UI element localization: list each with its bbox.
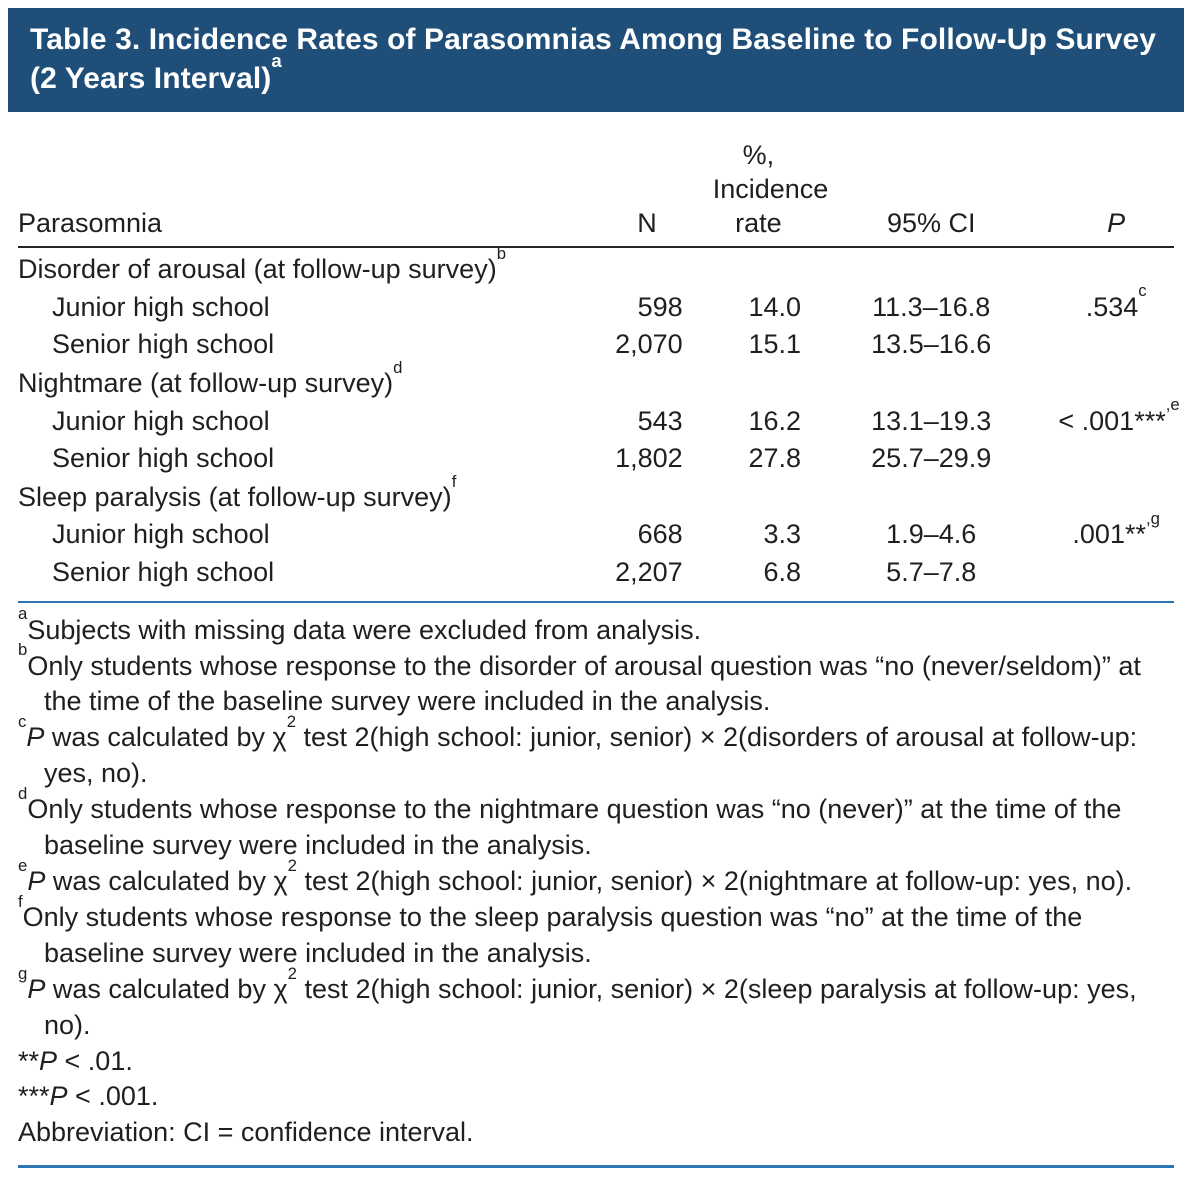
table-data-row	[18, 326, 1174, 364]
footnote-marker: c	[1138, 281, 1147, 301]
table-data-row	[18, 554, 1174, 602]
ci-value: 13.1–19.3	[871, 405, 992, 436]
row-label: Junior high school	[52, 519, 270, 550]
footnote-marker: d	[18, 784, 28, 803]
footnote: **P < .01.	[18, 1045, 133, 1076]
table-title-bar	[8, 8, 1184, 112]
p-value: .001**$^{,g}$	[1072, 509, 1160, 550]
ci-value: 5.7–7.8	[886, 557, 977, 588]
p-value: < .001***$^{,e}$	[1058, 395, 1180, 436]
group-label: Nightmare (at follow-up survey)$^d$	[18, 357, 403, 398]
italic-text: P	[27, 973, 46, 1004]
p-value	[1058, 554, 1174, 602]
ci-value: 1.9–4.6	[886, 519, 977, 550]
footnote: $^d$Only students whose response to the nightmare question was “no (never)” at the time of the baseline survey were included in the analysis.	[18, 784, 1122, 861]
col-header-incidence-rate-line1: %,	[742, 140, 775, 170]
ci-value: 25.7–29.9	[871, 443, 992, 474]
footnote-marker: g	[18, 963, 28, 983]
incidence-rate-value: 14.0	[748, 291, 802, 322]
footnote-marker: b	[18, 640, 28, 660]
n-value: 598	[637, 291, 683, 322]
table-title-text: Table 3. Incidence Rates of Parasomnias Among Baseline to Follow-Up Survey (2 Years Interval)	[30, 23, 1157, 95]
n-value: 668	[637, 519, 683, 550]
footnote-marker: ,e	[1165, 395, 1180, 415]
n-value: 1,802	[615, 443, 683, 474]
table-data-row	[18, 516, 1174, 554]
n-value: 2,070	[615, 329, 683, 360]
footnote: Abbreviation: CI = confidence interval.	[18, 1117, 474, 1148]
col-header-95ci: 95% CI	[886, 208, 976, 239]
table-group-row	[18, 478, 1174, 517]
table-body	[18, 243, 1180, 602]
p-value	[1058, 440, 1174, 478]
col-header-incidence-rate-line3: rate	[735, 208, 782, 239]
italic-text: P	[39, 1045, 58, 1076]
incidence-table	[18, 128, 1180, 603]
italic-text: P	[26, 722, 45, 753]
italic-text: P	[49, 1081, 68, 1112]
group-label: Sleep paralysis (at follow-up survey)$^f$	[18, 471, 457, 512]
footnote-marker: e	[18, 855, 28, 875]
footnote: $^g$P was calculated by $\chi^2$ test 2(high school: junior, senior) × 2(sleep paralysis at follow-up: yes, no).	[18, 963, 1137, 1040]
footnote-marker: b	[496, 243, 506, 263]
footnote: ***P < .001.	[18, 1081, 159, 1112]
row-label: Senior high school	[52, 329, 275, 360]
col-header-p: P	[1107, 208, 1126, 239]
italic-text: P	[27, 866, 46, 897]
n-value: 2,207	[615, 557, 683, 588]
footnote-marker: f	[451, 471, 457, 491]
footnote-marker: a	[18, 604, 28, 624]
table-title	[30, 20, 1162, 98]
row-label: Junior high school	[52, 405, 270, 436]
footnote: $^b$Only students whose response to the disorder of arousal question was “no (never/seldom)” at the time of the baseline survey were included in the analysis.	[18, 640, 1141, 717]
row-label: Senior high school	[52, 557, 275, 588]
col-header-incidence-rate-line2: Incidence	[712, 174, 829, 205]
incidence-rate-value: 27.8	[748, 443, 802, 474]
superscript: 2	[286, 712, 296, 732]
p-value	[1058, 326, 1174, 364]
footnote-marker: f	[18, 891, 23, 911]
ci-value: 11.3–16.8	[872, 291, 991, 322]
col-header-incidence-rate	[683, 128, 829, 247]
header-row	[18, 128, 1174, 247]
table-title-footnote-marker: a	[271, 49, 282, 71]
row-label: Junior high school	[52, 291, 270, 322]
incidence-rate-value: 15.1	[748, 329, 802, 360]
table-data-row	[18, 289, 1174, 327]
superscript: 2	[287, 963, 297, 983]
group-label: Disorder of arousal (at follow-up survey)$^b$	[18, 243, 506, 285]
col-header-n: N	[637, 208, 657, 239]
footnote-marker: d	[393, 357, 403, 377]
footnote-marker: ,g	[1145, 509, 1160, 529]
footnote: $^a$Subjects with missing data were excluded from analysis.	[18, 604, 702, 645]
incidence-rate-value: 6.8	[763, 557, 802, 588]
footnotes	[18, 604, 1174, 1169]
incidence-rate-value: 3.3	[763, 519, 802, 550]
ci-value: 13.5–16.6	[871, 329, 992, 360]
table-data-row	[18, 403, 1174, 441]
n-value: 543	[637, 405, 683, 436]
footnote: $^f$Only students whose response to the sleep paralysis question was “no” at the time of the baseline survey were included in the analysis.	[18, 891, 1083, 968]
row-label: Senior high school	[52, 443, 275, 474]
footnote: $^e$P was calculated by $\chi^2$ test 2(high school: junior, senior) × 2(nightmare at follow-up: yes, no).	[18, 855, 1133, 897]
p-value: .534$^c$	[1085, 281, 1147, 322]
table-data-row	[18, 440, 1174, 478]
table-group-row	[18, 247, 1174, 289]
col-header-parasomnia: Parasomnia	[18, 208, 163, 239]
superscript: 2	[287, 855, 297, 875]
footnote-marker: c	[18, 712, 27, 732]
table-group-row	[18, 364, 1174, 403]
footnote: $^c$P was calculated by $\chi^2$ test 2(high school: junior, senior) × 2(disorders of arousal at follow-up: yes, no).	[18, 712, 1138, 789]
table-column-headers	[18, 128, 1174, 247]
incidence-rate-value: 16.2	[748, 405, 802, 436]
